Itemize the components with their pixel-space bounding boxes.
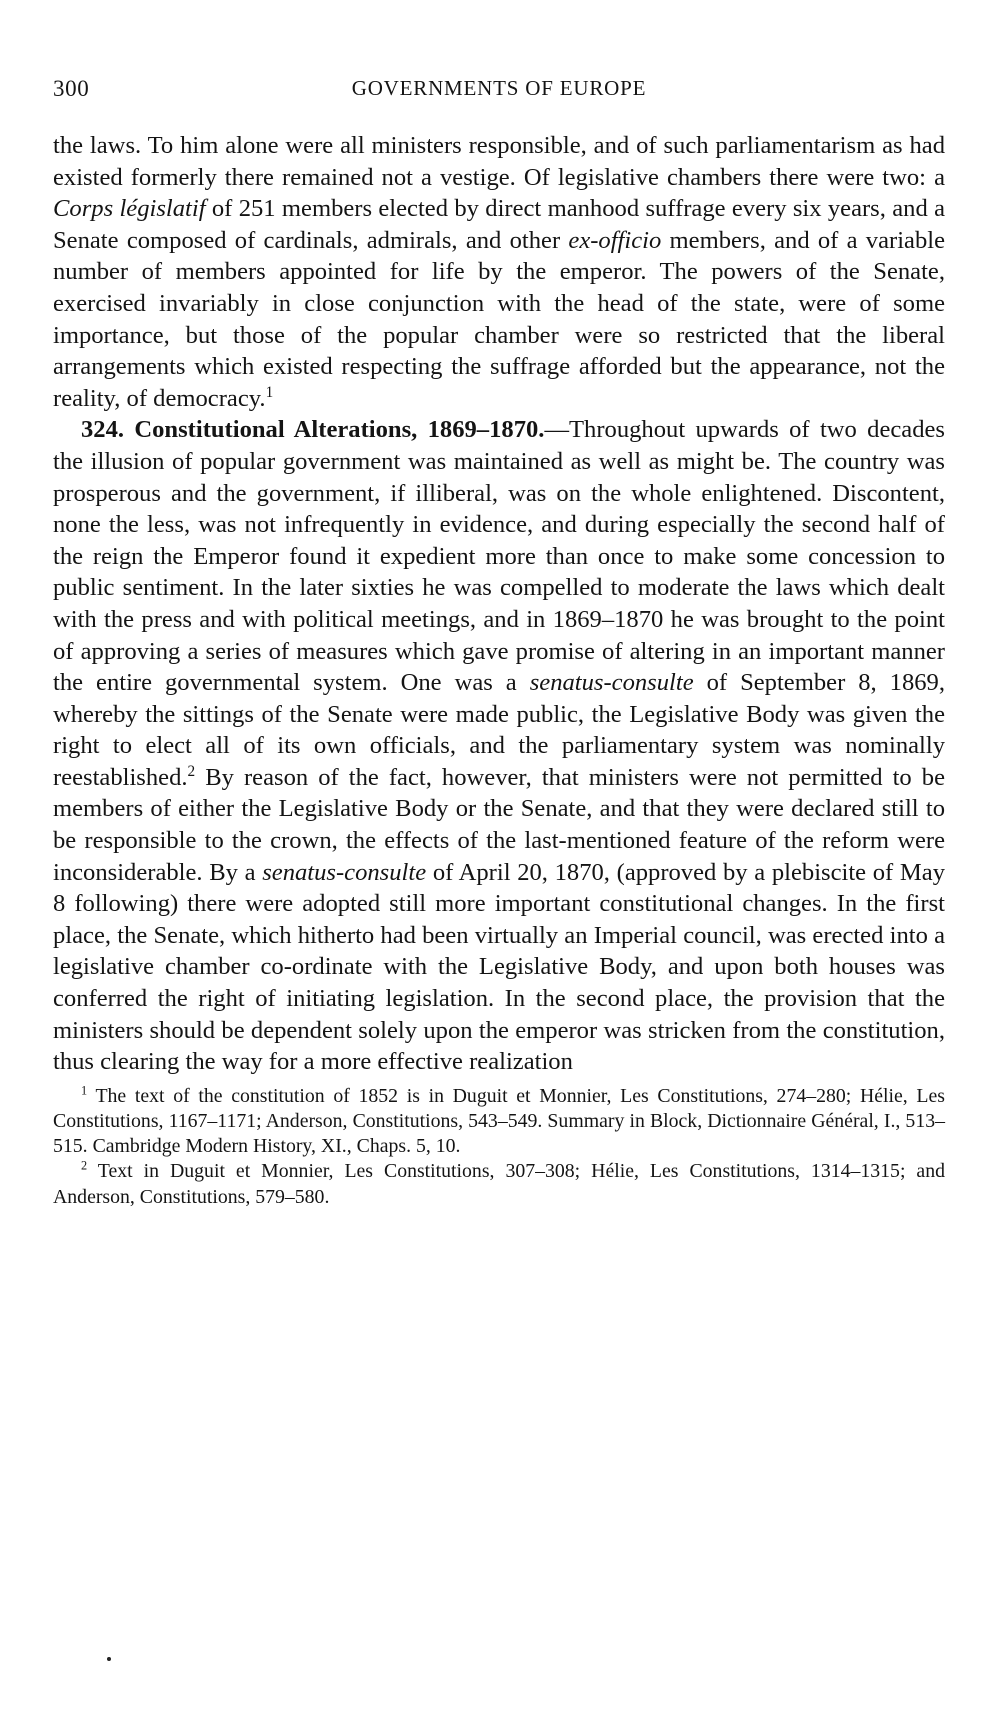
footnotes (53, 1084, 945, 1210)
footnote-reference: 1 (265, 383, 274, 401)
italic-term: senatus-consulte (262, 858, 427, 886)
text-run: of September 8, 1869, whereby the sittings of the Senate were made public, the Legislative Body was given the right to elect all of its own officials, and the parliamentary system was nominally reestablished. (53, 669, 945, 791)
footnote (53, 1159, 945, 1209)
running-head (53, 76, 945, 116)
text-run: the laws. To him alone were all ministers responsible, and of such parliamentarism as had existed formerly there remained not a vestige. Of legislative chambers there were two: a (53, 132, 945, 191)
body-text (53, 130, 945, 1078)
italic-term: senatus-consulte (529, 669, 694, 697)
ink-speck (107, 1657, 111, 1661)
text-run: By reason of the fact, however, that ministers were not permitted to be members of either the Legislative Body or the Senate, and that they were declared still to be responsible to the crown, the effects of the last-mentioned feature of the reform were inconsiderable. By a (53, 763, 945, 886)
text-run: —Throughout upwards of two decades the illusion of popular government was maintained as well as might be. The country was prosperous and the government, if illiberal, was on the whole enlightened. Discontent, none the less, was not infrequently in evidence, and during especially the second half of the reign the Emperor found it expedient more than once to make some concession to public sentiment. In the later sixties he was compelled to moderate the laws which dealt with the press and with political meetings, and in 1869–1870 he was brought to the point of approving a series of measures which gave promise of altering in an important manner the entire governmental system. One was a (53, 416, 945, 697)
italic-term: Corps législatif (53, 195, 206, 223)
running-title: GOVERNMENTS OF EUROPE (351, 76, 647, 100)
text-run: of April 20, 1870, (approved by a plebiscite of May 8 following) there were adopted still more important constitutional changes. In the first place, the Senate, which hitherto had been virtually an Imperial council, was erected into a legislative chamber co-ordinate with the Legislative Body, and upon both houses was conferred the right of initiating legislation. In the second place, the provision that the ministers should be dependent solely upon the emperor was stricken from the constitution, thus clearing the way for a more effective realization (53, 858, 946, 1076)
footnote-marker: 1 (81, 1083, 88, 1098)
paragraph (53, 414, 945, 1077)
paragraph (53, 130, 945, 414)
italic-term: ex-officio (568, 226, 662, 254)
text-run: of 251 members elected by direct manhood suffrage every six years, and a Senate composed of cardinals, admirals, and other (53, 195, 945, 254)
page-number: 300 (53, 76, 90, 101)
footnote-text: Text in Duguit et Monnier, Les Constitutions, 307–308; Hélie, Les Constitutions, 1314–1315; and Anderson, Constitutions, 579–580. (53, 1160, 945, 1208)
footnote-marker: 2 (81, 1158, 88, 1173)
footnote-text: The text of the constitution of 1852 is in Duguit et Monnier, Les Constitutions, 274–280; Hélie, Les Constitutions, 1167–1171; Anderson, Constitutions, 543–549. Summary in Block, Dictionnaire Général, I., 513–515. Cambridge Modern History, XI., Chaps. 5, 10. (53, 1084, 945, 1158)
footnote (53, 1084, 945, 1160)
text-run: members, and of a variable number of members appointed for life by the emperor. The powers of the Senate, exercised invariably in close conjunction with the head of the state, were of some importance, but those of the popular chamber were so restricted that the liberal arrangements which existed respecting the suffrage afforded but the appearance, not the reality, of democracy. (53, 226, 946, 412)
footnote-reference: 2 (187, 762, 196, 780)
book-page (53, 76, 945, 1210)
section-heading: 324. Constitutional Alterations, 1869–1870. (81, 416, 545, 444)
